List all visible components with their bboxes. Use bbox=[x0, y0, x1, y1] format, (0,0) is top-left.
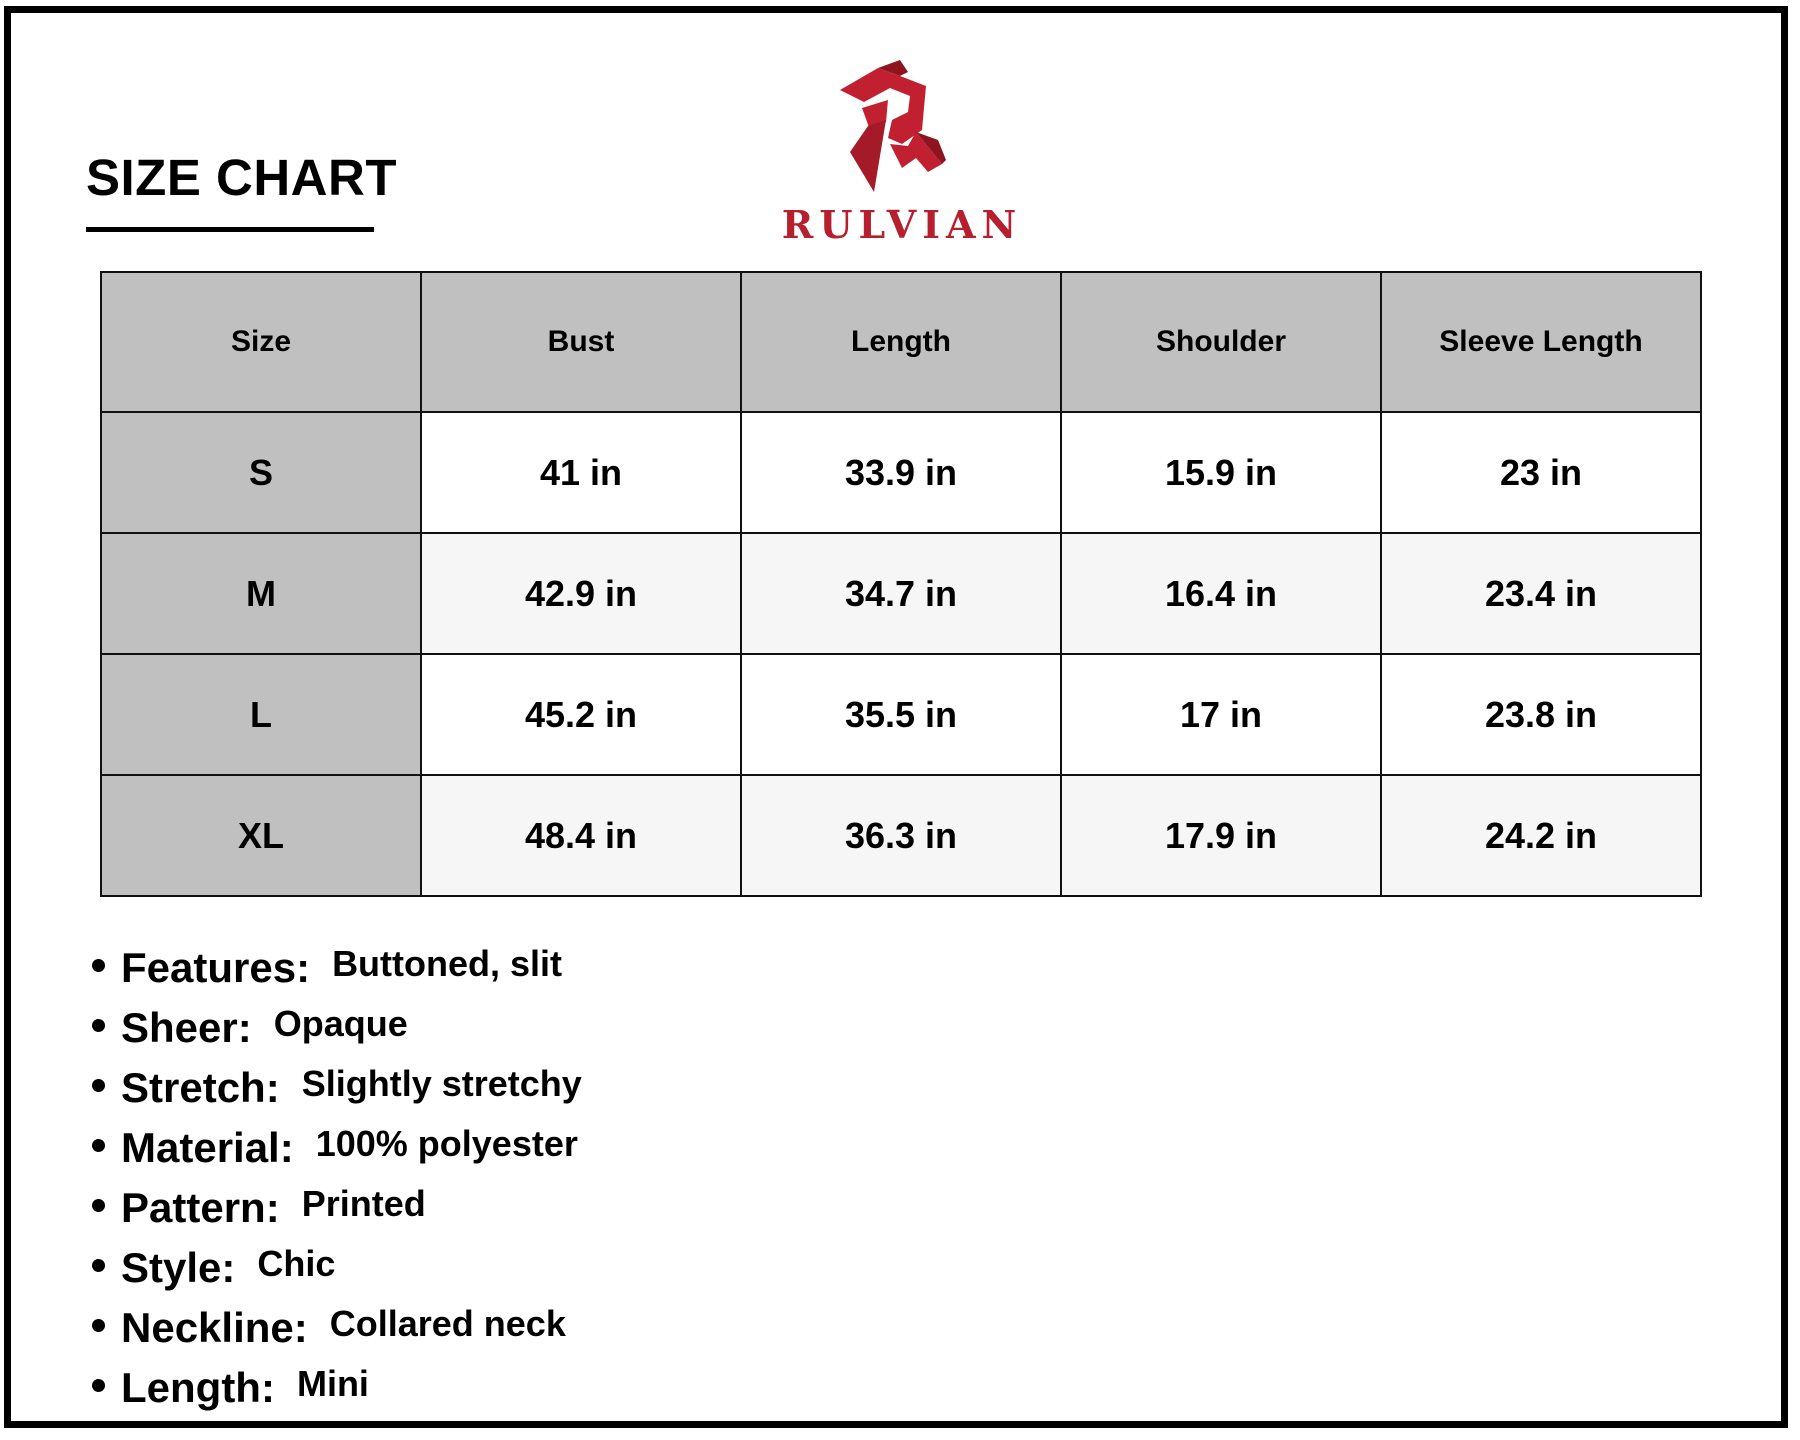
feature-value: Mini bbox=[296, 1363, 369, 1404]
table-row bbox=[101, 775, 1701, 896]
table-row bbox=[101, 412, 1701, 533]
shoulder-cell: 17 in bbox=[1061, 654, 1381, 775]
table-row bbox=[101, 654, 1701, 775]
length-cell: 34.7 in bbox=[741, 533, 1061, 654]
feature-label: Sheer: bbox=[121, 1004, 252, 1051]
sleeve-length-cell: 23 in bbox=[1381, 412, 1701, 533]
feature-label: Stretch: bbox=[121, 1064, 280, 1111]
list-item bbox=[92, 1118, 582, 1178]
list-item bbox=[92, 1358, 582, 1418]
sleeve-length-cell: 24.2 in bbox=[1381, 775, 1701, 896]
size-cell: XL bbox=[101, 775, 421, 896]
table-header-row bbox=[101, 272, 1701, 412]
bullet-icon bbox=[92, 959, 105, 972]
bullet-icon bbox=[92, 1199, 105, 1212]
bullet-icon bbox=[92, 1079, 105, 1092]
features-list bbox=[92, 938, 582, 1418]
feature-value: Slightly stretchy bbox=[301, 1063, 582, 1104]
column-header-shoulder: Shoulder bbox=[1061, 272, 1381, 412]
column-header-bust: Bust bbox=[421, 272, 741, 412]
list-item bbox=[92, 1238, 582, 1298]
list-item bbox=[92, 1298, 582, 1358]
r-monogram-logo-icon bbox=[830, 60, 960, 200]
feature-value: Collared neck bbox=[329, 1303, 566, 1344]
feature-label: Style: bbox=[121, 1244, 236, 1291]
sleeve-length-cell: 23.8 in bbox=[1381, 654, 1701, 775]
length-cell: 35.5 in bbox=[741, 654, 1061, 775]
bust-cell: 48.4 in bbox=[421, 775, 741, 896]
size-cell: L bbox=[101, 654, 421, 775]
shoulder-cell: 16.4 in bbox=[1061, 533, 1381, 654]
brand-name: RULVIAN bbox=[781, 202, 1023, 247]
list-item bbox=[92, 998, 582, 1058]
bust-cell: 42.9 in bbox=[421, 533, 741, 654]
table-row bbox=[101, 533, 1701, 654]
bullet-icon bbox=[92, 1019, 105, 1032]
brand-logo bbox=[772, 60, 1032, 250]
size-cell: M bbox=[101, 533, 421, 654]
feature-label: Features: bbox=[121, 944, 311, 991]
column-header-size: Size bbox=[101, 272, 421, 412]
bullet-icon bbox=[92, 1139, 105, 1152]
length-cell: 36.3 in bbox=[741, 775, 1061, 896]
feature-value: Chic bbox=[257, 1243, 336, 1284]
bullet-icon bbox=[92, 1259, 105, 1272]
column-header-length: Length bbox=[741, 272, 1061, 412]
shoulder-cell: 15.9 in bbox=[1061, 412, 1381, 533]
column-header-sleeve-length: Sleeve Length bbox=[1381, 272, 1701, 412]
bullet-icon bbox=[92, 1319, 105, 1332]
list-item bbox=[92, 1178, 582, 1238]
feature-value: Printed bbox=[301, 1183, 426, 1224]
feature-label: Neckline: bbox=[121, 1304, 308, 1351]
size-cell: S bbox=[101, 412, 421, 533]
shoulder-cell: 17.9 in bbox=[1061, 775, 1381, 896]
size-table bbox=[100, 271, 1702, 897]
sleeve-length-cell: 23.4 in bbox=[1381, 533, 1701, 654]
list-item bbox=[92, 1058, 582, 1118]
bust-cell: 45.2 in bbox=[421, 654, 741, 775]
feature-value: Buttoned, slit bbox=[332, 943, 563, 984]
page-title: SIZE CHART bbox=[86, 149, 397, 206]
feature-label: Material: bbox=[121, 1124, 294, 1171]
bust-cell: 41 in bbox=[421, 412, 741, 533]
length-cell: 33.9 in bbox=[741, 412, 1061, 533]
list-item bbox=[92, 938, 582, 998]
title-underline bbox=[86, 227, 374, 232]
feature-label: Pattern: bbox=[121, 1184, 280, 1231]
bullet-icon bbox=[92, 1379, 105, 1392]
feature-label: Length: bbox=[121, 1364, 275, 1411]
feature-value: 100% polyester bbox=[315, 1123, 578, 1164]
feature-value: Opaque bbox=[273, 1003, 408, 1044]
